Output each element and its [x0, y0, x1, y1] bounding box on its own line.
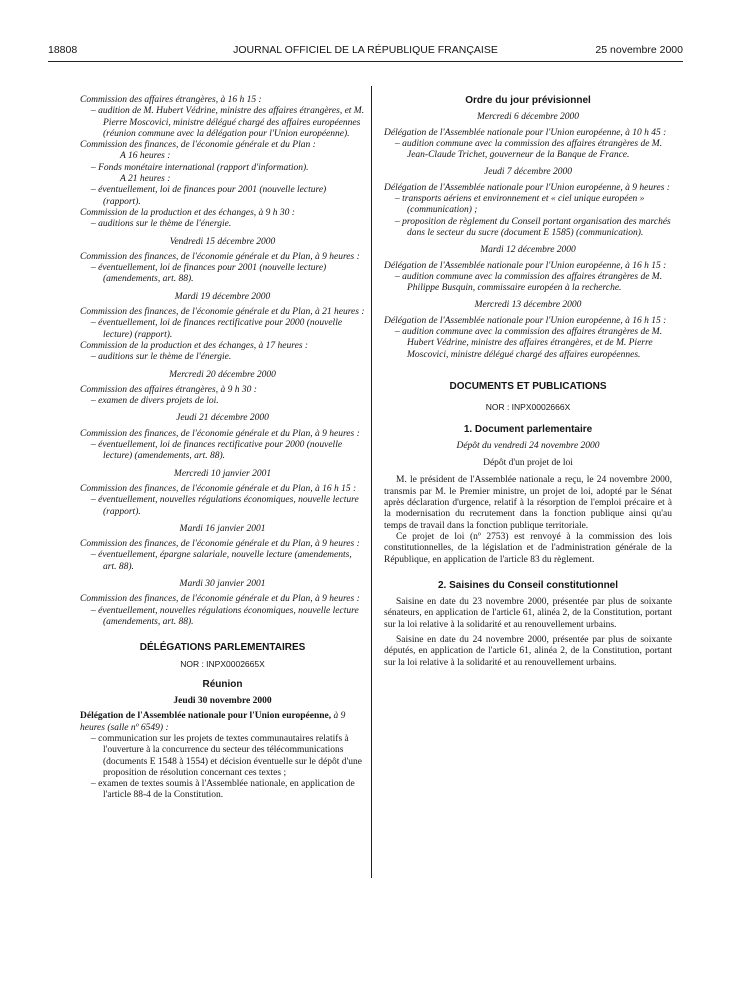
agenda-detail: – audition commune avec la commission des affaires étrangères de M. Jean-Claude Trichet, gouverneur de la Banque de France.: [395, 138, 663, 161]
left-column: [80, 95, 365, 802]
body-paragraph: Saisine en date du 23 novembre 2000, présentée par plus de soixante sénateurs, en application de l'article 61, alinéa 2, de la Constitution, portant sur la loi relative à la solidarité et au renouvellement urbains.: [384, 597, 672, 630]
agenda-item: Commission des finances, de l'économie générale et du Plan, à 9 heures :: [80, 428, 360, 439]
agenda-detail: – Fonds monétaire international (rapport d'information).: [91, 162, 309, 173]
meeting-date: Jeudi 30 novembre 2000: [173, 696, 272, 707]
header-rule: [48, 61, 683, 62]
agenda-detail: – proposition de règlement du Conseil portant organisation des marchés dans le secteur du sucre (document E 1585) (communication).: [395, 216, 671, 238]
agenda-detail: – auditions sur le thème de l'énergie.: [91, 219, 232, 230]
agenda-detail: – éventuellement, loi de finances pour 2001 (nouvelle lecture) (rapport).: [91, 185, 327, 207]
agenda-date: Jeudi 7 décembre 2000: [483, 167, 573, 178]
agenda-item: Commission des affaires étrangères, à 9 h 30 :: [80, 384, 257, 395]
agenda-item: Commission des finances, de l'économie générale et du Plan, à 21 heures :: [80, 307, 365, 318]
agenda-detail: – examen de textes soumis à l'Assemblée nationale, en application de l'article 88-4 de la Constitution.: [91, 779, 355, 801]
agenda-date: Mardi 30 janvier 2001: [179, 578, 266, 589]
agenda-time: à 9 heures (salle nº 6549) :: [80, 711, 346, 733]
section-title: DOCUMENTS ET PUBLICATIONS: [449, 380, 607, 392]
page-number: 18808: [48, 44, 78, 56]
agenda-detail: – examen de divers projets de loi.: [91, 396, 219, 407]
column-divider: [371, 86, 372, 878]
agenda-item: [80, 711, 365, 734]
agenda-item: Commission des finances, de l'économie générale et du Plan, à 16 h 15 :: [80, 483, 357, 494]
agenda-date: Vendredi 15 décembre 2000: [169, 236, 276, 247]
subsection-title: 2. Saisines du Conseil constitutionnel: [437, 579, 619, 591]
agenda-detail: – éventuellement, loi de finances pour 2001 (nouvelle lecture) (amendements, art. 88).: [91, 263, 327, 285]
agenda-date: Mardi 12 décembre 2000: [480, 245, 576, 256]
section-title: DÉLÉGATIONS PARLEMENTAIRES: [139, 642, 306, 654]
journal-title: JOURNAL OFFICIEL DE LA RÉPUBLIQUE FRANÇAISE: [233, 44, 498, 56]
nor-reference: NOR : INPX0002665X: [180, 659, 265, 670]
agenda-detail: – éventuellement, nouvelles régulations économiques, nouvelle lecture (amendements, art. 88).: [91, 605, 359, 627]
agenda-detail: – audition commune avec la commission des affaires étrangères de M. Hubert Védrine, ministre des affaires étrangères, et de M. Pierre Moscovici, ministre délégué chargé des affaires européennes.: [395, 327, 663, 360]
body-paragraph: Ce projet de loi (nº 2753) est renvoyé à la commission des lois constitutionnelles, de la législation et de l'administration générale de la République, en application de l'article 83 du règlement.: [384, 531, 672, 565]
deposit-heading: Dépôt d'un projet de loi: [483, 458, 573, 469]
agenda-item: Commission de la production et des échanges, à 17 heures :: [80, 340, 309, 351]
agenda-date: Mardi 16 janvier 2001: [179, 523, 266, 534]
agenda-item: Commission des finances, de l'économie générale et du Plan, à 9 heures :: [80, 594, 360, 605]
right-column: [384, 95, 672, 669]
agenda-time: A 16 heures :: [120, 151, 171, 162]
agenda-date: Mercredi 13 décembre 2000: [474, 300, 582, 311]
agenda-item: Commission de la production et des échanges, à 9 h 30 :: [80, 207, 295, 218]
issue-date: 25 novembre 2000: [595, 44, 683, 56]
subsection-title: Réunion: [202, 678, 243, 690]
agenda-detail: – éventuellement, nouvelles régulations économiques, nouvelle lecture (rapport).: [91, 495, 359, 517]
agenda-item: Délégation de l'Assemblée nationale pour l'Union européenne, à 16 h 15 :: [384, 260, 667, 271]
page-header: [48, 44, 683, 60]
agenda-detail: – audition commune avec la commission des affaires étrangères de M. Philippe Busquin, commissaire européen à la recherche.: [395, 271, 663, 294]
agenda-detail: – communication sur les projets de textes communautaires relatifs à l'ouverture à la concurrence du secteur des télécommunications (documents E 1548 à 1554) et décision éventuelle sur le dépôt d'une proposition de résolution concernant ces textes ;: [91, 733, 362, 778]
agenda-date: Mercredi 20 décembre 2000: [169, 369, 276, 380]
agenda-item: Commission des affaires étrangères, à 16 h 15 :: [80, 95, 262, 105]
agenda-detail: – auditions sur le thème de l'énergie.: [91, 352, 232, 363]
nor-reference: NOR : INPX0002666X: [485, 402, 571, 413]
agenda-time: A 21 heures :: [120, 174, 171, 185]
agenda-date: Jeudi 21 décembre 2000: [176, 413, 269, 424]
agenda-item: Délégation de l'Assemblée nationale pour l'Union européenne, à 16 h 15 :: [384, 315, 667, 326]
agenda-date: Mardi 19 décembre 2000: [174, 291, 271, 302]
agenda-detail: – audition de M. Hubert Védrine, ministre des affaires étrangères, et M. Pierre Moscovici, ministre délégué chargé des affaires européennes (réunion commune avec la délégation pour l'Union européenne).: [91, 106, 365, 139]
section-title: Ordre du jour prévisionnel: [465, 95, 591, 106]
agenda-detail: – éventuellement, loi de finances rectificative pour 2000 (nouvelle lecture) (amendements, art. 88).: [91, 440, 343, 462]
body-paragraph: Saisine en date du 24 novembre 2000, présentée par plus de soixante députés, en application de l'article 61, alinéa 2, de la Constitution, portant sur la loi relative à la solidarité et au renouvellement urbains.: [384, 634, 672, 668]
agenda-item: Commission des finances, de l'économie générale et du Plan, à 9 heures :: [80, 539, 360, 550]
deposit-date: Dépôt du vendredi 24 novembre 2000: [456, 440, 600, 451]
body-paragraph: M. le président de l'Assemblée nationale a reçu, le 24 novembre 2000, transmis par M. le Premier ministre, un projet de loi, adopté par le Sénat après déclaration d'urgence, relatif à la résorption de l'emploi précaire et à la modernisation du recrutement dans la fonction publique ainsi qu'au temps de travail dans la fonction publique territoriale.: [384, 475, 672, 531]
delegation-name: Délégation de l'Assemblée nationale pour l'Union européenne,: [80, 711, 332, 722]
agenda-detail: – transports aériens et environnement et « ciel unique européen » (communication) ;: [395, 194, 645, 216]
agenda-detail: – éventuellement, épargne salariale, nouvelle lecture (amendements, art. 88).: [91, 550, 352, 572]
agenda-item: Commission des finances, de l'économie générale et du Plan :: [80, 140, 316, 151]
agenda-item: Commission des finances, de l'économie générale et du Plan, à 9 heures :: [80, 251, 360, 262]
agenda-detail: – éventuellement, loi de finances rectificative pour 2000 (nouvelle lecture) (rapport).: [91, 318, 343, 340]
agenda-date: Mercredi 10 janvier 2001: [173, 468, 272, 479]
subsection-title: 1. Document parlementaire: [463, 423, 593, 435]
agenda-item: Délégation de l'Assemblée nationale pour l'Union européenne, à 10 h 45 :: [384, 127, 667, 138]
agenda-item: Délégation de l'Assemblée nationale pour l'Union européenne, à 9 heures :: [384, 182, 670, 193]
agenda-date: Mercredi 6 décembre 2000: [476, 112, 580, 123]
